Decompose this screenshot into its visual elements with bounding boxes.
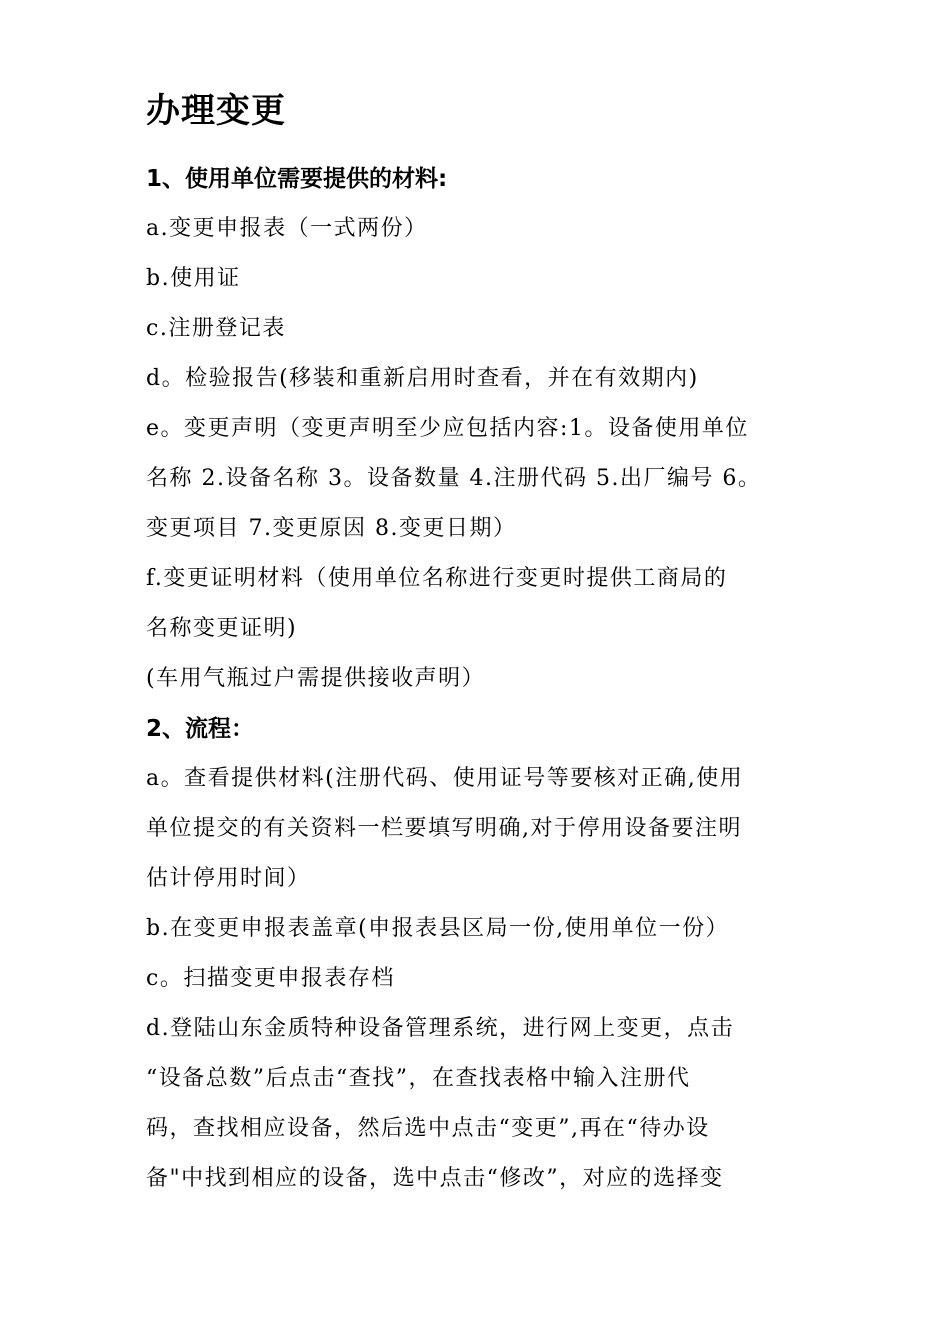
materials-item-b: b.使用证 xyxy=(146,266,241,291)
materials-note-vehicle-cylinder: (车用气瓶过户需提供接收声明） xyxy=(146,666,486,691)
process-step-d-line3: 码，查找相应设备，然后选中点击“变更”,再在“待办设 xyxy=(146,1116,710,1141)
process-step-c: c。扫描变更申报表存档 xyxy=(146,966,395,991)
section-heading-process: 2、流程： xyxy=(146,716,255,742)
document-page xyxy=(146,88,816,1204)
document-title: 办理变更 xyxy=(146,91,286,131)
materials-item-d: d。检验报告(移装和重新启用时查看，并在有效期内) xyxy=(146,366,699,391)
process-step-d-line1: d.登陆山东金质特种设备管理系统，进行网上变更，点击 xyxy=(146,1016,735,1041)
section-heading-materials: 1、使用单位需要提供的材料: xyxy=(146,166,448,192)
materials-item-f-line1: f.变更证明材料（使用单位名称进行变更时提供工商局的 xyxy=(146,566,728,591)
materials-item-c: c.注册登记表 xyxy=(146,316,286,341)
process-step-d-line2: “设备总数”后点击“查找”，在查找表格中输入注册代 xyxy=(146,1066,691,1091)
materials-item-e-line3: 变更项目 7.变更原因 8.变更日期） xyxy=(146,516,517,541)
materials-item-a: a.变更申报表（一式两份） xyxy=(146,216,428,241)
process-step-a-line1: a。查看提供材料(注册代码、使用证号等要核对正确,使用 xyxy=(146,766,744,791)
materials-item-e-line1: e。变更声明（变更声明至少应包括内容:1。设备使用单位 xyxy=(146,416,749,441)
process-step-d-line4: 备"中找到相应的设备，选中点击“修改”，对应的选择变 xyxy=(146,1166,724,1191)
process-step-a-line2: 单位提交的有关资料一栏要填写明确,对于停用设备要注明 xyxy=(146,816,742,841)
section-materials xyxy=(146,154,816,704)
section-process xyxy=(146,704,816,1204)
process-step-a-line3: 估计停用时间） xyxy=(146,866,311,891)
materials-item-e-line2: 名称 2.设备名称 3。设备数量 4.注册代码 5.出厂编号 6。 xyxy=(146,466,762,491)
process-step-b: b.在变更申报表盖章(申报表县区局一份,使用单位一份） xyxy=(146,916,730,941)
materials-item-f-line2: 名称变更证明) xyxy=(146,616,298,641)
